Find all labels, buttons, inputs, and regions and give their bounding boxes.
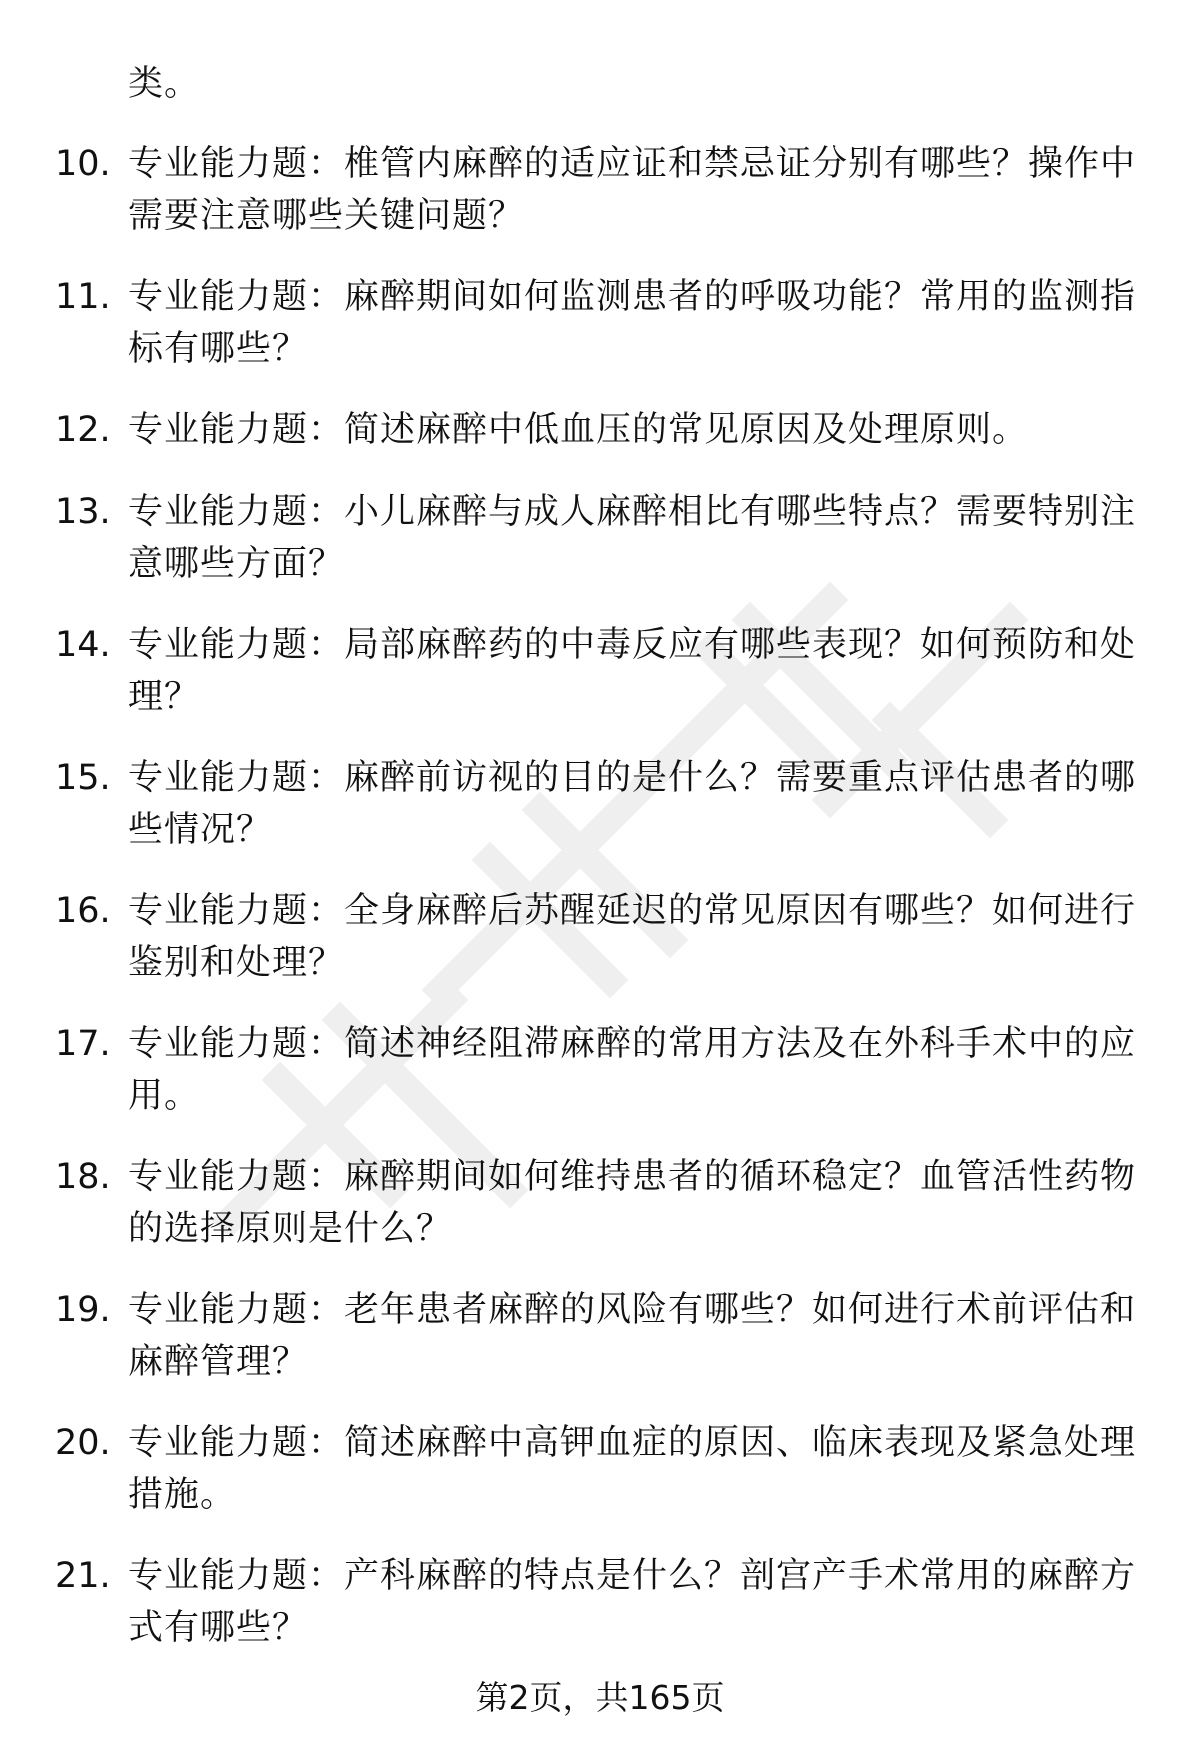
question-number: 10.: [55, 144, 111, 184]
list-item: [0, 271, 1200, 404]
question-number: 11.: [55, 277, 111, 317]
question-text: 专业能力题：麻醉期间如何维持患者的循环稳定？血管活性药物的选择原则是什么？: [128, 1157, 1137, 1249]
question-number: 13.: [55, 492, 111, 532]
question-text: 专业能力题：麻醉期间如何监测患者的呼吸功能？常用的监测指标有哪些？: [128, 277, 1137, 369]
question-number: 20.: [55, 1423, 111, 1463]
question-number: 17.: [55, 1024, 111, 1064]
list-item: [0, 1151, 1200, 1284]
list-item: [0, 1018, 1200, 1151]
question-list: [0, 138, 1200, 1683]
list-item: [0, 885, 1200, 1018]
question-text: 专业能力题：产科麻醉的特点是什么？剖宫产手术常用的麻醉方式有哪些？: [128, 1556, 1137, 1648]
continuation-text: 类。: [128, 64, 201, 104]
question-text: 专业能力题：椎管内麻醉的适应证和禁忌证分别有哪些？操作中需要注意哪些关键问题？: [128, 144, 1137, 236]
question-number: 19.: [55, 1290, 111, 1330]
list-item: [0, 752, 1200, 885]
list-item: [0, 404, 1200, 486]
question-text: 专业能力题：全身麻醉后苏醒延迟的常见原因有哪些？如何进行鉴别和处理？: [128, 891, 1137, 983]
list-item: [0, 1417, 1200, 1550]
question-text: 专业能力题：麻醉前访视的目的是什么？需要重点评估患者的哪些情况？: [128, 758, 1137, 850]
question-number: 18.: [55, 1157, 111, 1197]
question-number: 16.: [55, 891, 111, 931]
question-text: 专业能力题：老年患者麻醉的风险有哪些？如何进行术前评估和麻醉管理？: [128, 1290, 1137, 1382]
question-text: 专业能力题：简述麻醉中低血压的常见原因及处理原则。: [128, 410, 1029, 450]
question-text: 专业能力题：简述神经阻滞麻醉的常用方法及在外科手术中的应用。: [128, 1024, 1137, 1116]
question-text: 专业能力题：局部麻醉药的中毒反应有哪些表现？如何预防和处理？: [128, 625, 1137, 717]
list-item: [0, 138, 1200, 271]
question-number: 15.: [55, 758, 111, 798]
page-footer: 第2页，共165页: [475, 1678, 725, 1717]
list-item: [0, 619, 1200, 752]
question-number: 12.: [55, 410, 111, 450]
question-text: 专业能力题：简述麻醉中高钾血症的原因、临床表现及紧急处理措施。: [128, 1423, 1137, 1515]
question-number: 21.: [55, 1556, 111, 1596]
question-text: 专业能力题：小儿麻醉与成人麻醉相比有哪些特点？需要特别注意哪些方面？: [128, 492, 1137, 584]
list-item: [0, 1550, 1200, 1683]
list-item: [0, 1284, 1200, 1417]
question-number: 14.: [55, 625, 111, 665]
list-item: [0, 486, 1200, 619]
